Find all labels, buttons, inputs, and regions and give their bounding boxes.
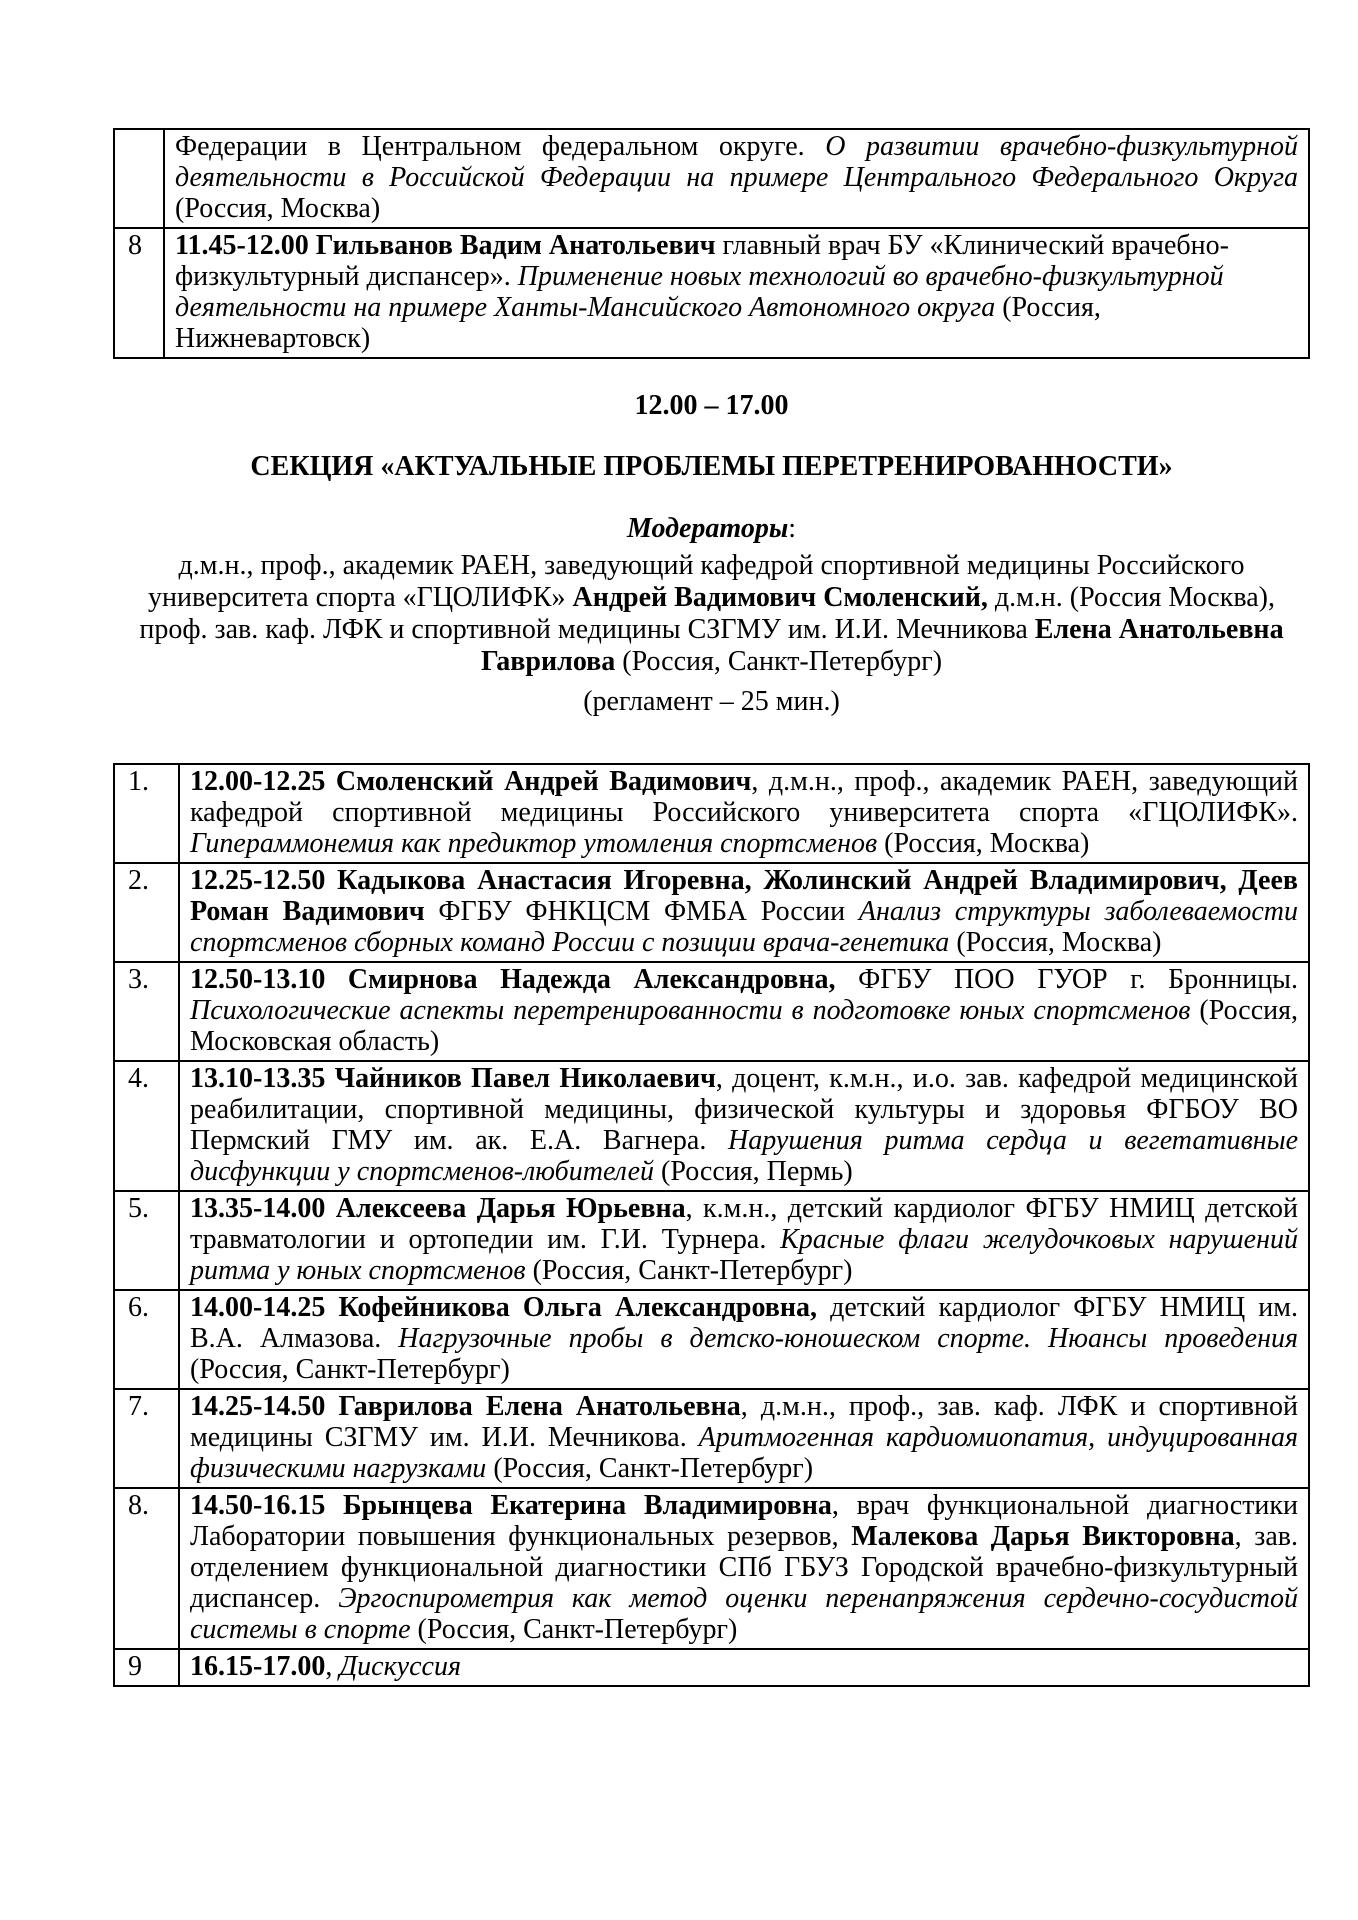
text-segment: (Россия, Нижневартовск) [175, 292, 1101, 354]
text-segment: ФГБУ ФНКЦСМ ФМБА России [424, 896, 859, 927]
text-segment: 12.25-12.50 Кадыкова Анастасия Игоревна, Жолинский Андрей Владимирович, Деев Роман Вадимович [190, 865, 1298, 927]
text-segment: (Россия, Москва) [949, 927, 1162, 958]
text-segment: , [325, 1651, 340, 1682]
text-segment: (Россия, Санкт-Петербург) [190, 1354, 510, 1385]
row-number-cell: 5. [114, 1191, 179, 1290]
text-segment: О развитии врачебно-физкультурной деятельности в Российской Федерации на примере Центрального Федерального Округа [175, 131, 1298, 193]
table-row [114, 1488, 1309, 1649]
text-segment: 12.50-13.10 Смирнова Надежда Александровна, [190, 964, 836, 995]
text-segment: Эргоспирометрия как метод оценки перенапряжения сердечно-сосудистой системы в спорте [190, 1583, 1298, 1645]
text-segment: Федерации в Центральном федеральном округе. [175, 131, 826, 162]
text-segment: (Россия, Москва) [877, 828, 1090, 859]
text-segment: (Россия, Санкт-Петербург) [615, 646, 943, 677]
time-limit-note: (регламент – 25 мин.) [583, 686, 840, 717]
text-segment: 14.50-16.15 Брынцева Екатерина Владимировна [190, 1490, 832, 1521]
text-segment: Гипераммонемия как предиктор утомления спортсменов [190, 828, 878, 859]
text-segment: , зав. отделением функциональной диагностики СПб ГБУЗ Городской врачебно-физкультурный диспансер. [190, 1521, 1298, 1614]
text-segment: , врач функциональной диагностики Лаборатории повышения функциональных резервов, [190, 1490, 1299, 1552]
text-segment: 13.35-14.00 Алексеева Дарья Юрьевна [190, 1193, 686, 1224]
text-segment: (Россия, Московская область) [190, 995, 1298, 1057]
row-content-cell [164, 129, 1309, 228]
row-content-cell [179, 1488, 1309, 1649]
table-row [114, 1191, 1309, 1290]
text-segment: детский кардиолог ФГБУ НМИЦ им. В.А. Алмазова. [190, 1292, 1299, 1354]
text-segment: 12.00-12.25 Смоленский Андрей Вадимович [190, 766, 752, 797]
text-segment: , доцент, к.м.н., и.о. зав. кафедрой медицинской реабилитации, спортивной медицины, физической культуры и здоровья ФГБОУ ВО Пермский ГМУ им. ак. Е.А. Вагнера. [190, 1063, 1299, 1156]
text-segment: Модераторы [626, 513, 789, 544]
text-segment: ФГБУ ПОО ГУОР г. Бронницы. [835, 964, 1298, 995]
moderators-label [113, 513, 1310, 545]
text-segment: (Россия, Санкт-Петербург) [410, 1614, 738, 1645]
table-row [114, 129, 1309, 228]
text-segment: , д.м.н., проф., академик РАЕН, заведующий кафедрой спортивной медицины Российского университета спорта «ГЦОЛИФК». [190, 766, 1298, 828]
text-segment: (Россия, Санкт-Петербург) [486, 1453, 814, 1484]
text-segment: Применение новых технологий во врачебно-физкультурной [517, 261, 1224, 292]
row-number-cell: 7. [114, 1389, 179, 1488]
text-segment: Андрей Вадимович Смоленский, [572, 582, 988, 613]
text-segment: главный врач БУ «Клинический врачебно- [715, 230, 1229, 261]
table-row [114, 962, 1309, 1061]
program-table-body [114, 764, 1309, 1686]
table-row [114, 1061, 1309, 1191]
text-segment: Аритмогенная кардиомиопатия, индуцированная физическими нагрузками [190, 1422, 1298, 1484]
text-segment: Анализ структуры заболеваемости спортсменов сборных команд России с позиции врача-генетика [190, 896, 1298, 958]
row-content-cell [179, 962, 1309, 1061]
continuation-table-body [114, 129, 1309, 358]
text-segment: 16.15-17.00 [190, 1651, 326, 1682]
text-segment: , д.м.н., проф., зав. каф. ЛФК и спортивной медицины СЗГМУ им. И.И. Мечникова. [190, 1391, 1298, 1453]
row-number-cell [114, 129, 164, 228]
row-number-cell: 9 [114, 1649, 179, 1686]
text-segment: 13.10-13.35 Чайников Павел Николаевич [190, 1063, 716, 1094]
section-title: СЕКЦИЯ «АКТУАЛЬНЫЕ ПРОБЛЕМЫ ПЕРЕТРЕНИРОВАННОСТИ» [250, 451, 1173, 482]
row-number-cell: 3. [114, 962, 179, 1061]
row-content-cell [179, 863, 1309, 962]
text-segment: Малекова Дарья Викторовна [851, 1521, 1235, 1552]
row-content-cell [179, 1649, 1309, 1686]
row-content-cell [179, 1290, 1309, 1389]
text-segment: деятельности на примере Ханты-Мансийского Автономного округа [175, 292, 996, 323]
continuation-table [113, 128, 1310, 359]
text-segment: (Россия, Санкт-Петербург) [525, 1255, 853, 1286]
text-segment: д.м.н. (Россия Москва), [987, 582, 1275, 613]
row-number-cell: 2. [114, 863, 179, 962]
table-row [114, 1649, 1309, 1686]
table-row [114, 863, 1309, 962]
table-row [114, 1290, 1309, 1389]
text-segment: 14.00-14.25 Кофейникова Ольга Александровна, [190, 1292, 818, 1323]
text-segment: д.м.н., проф., академик РАЕН, заведующий кафедрой спортивной медицины Российского [178, 550, 1245, 581]
text-segment: , к.м.н., детский кардиолог ФГБУ НМИЦ детской травматологии и ортопедии им. Г.И. Турнера. [190, 1193, 1298, 1255]
text-segment: Нагрузочные пробы в детско-юношеском спорте. Нюансы проведения [398, 1323, 1298, 1354]
row-number-cell: 1. [114, 764, 179, 863]
moderators-paragraph [113, 550, 1310, 678]
table-row [114, 764, 1309, 863]
text-segment: Красные флаги желудочковых нарушений ритма у юных спортсменов [190, 1224, 1298, 1286]
row-number-cell: 8. [114, 1488, 179, 1649]
row-number-cell: 6. [114, 1290, 179, 1389]
program-table [113, 763, 1310, 1687]
text-segment: проф. зав. каф. ЛФК и спортивной медицины СЗГМУ им. И.И. Мечникова [139, 614, 1035, 645]
row-content-cell [179, 1191, 1309, 1290]
row-content-cell [164, 228, 1309, 358]
table-row [114, 228, 1309, 358]
row-content-cell [179, 1389, 1309, 1488]
table-row [114, 1389, 1309, 1488]
session-time-range: 12.00 – 17.00 [634, 390, 789, 421]
row-number-cell: 4. [114, 1061, 179, 1191]
text-segment: Психологические аспекты перетренированности в подготовке юных спортсменов [190, 995, 1191, 1026]
row-content-cell [179, 1061, 1309, 1191]
text-segment: (Россия, Пермь) [654, 1156, 853, 1187]
text-segment: 14.25-14.50 Гаврилова Елена Анатольевна [190, 1391, 741, 1422]
text-segment: университета спорта «ГЦОЛИФК» [148, 582, 573, 613]
section-heading [113, 390, 1310, 718]
text-segment: Гаврилова [480, 646, 616, 677]
text-segment: 11.45-12.00 Гильванов Вадим Анатольевич [175, 230, 716, 261]
text-segment: Елена Анатольевна [1034, 614, 1284, 645]
row-number-cell: 8 [114, 228, 164, 358]
text-segment: физкультурный диспансер». [175, 261, 518, 292]
text-segment: Дискуссия [339, 1651, 461, 1682]
row-content-cell [179, 764, 1309, 863]
text-segment: : [788, 513, 797, 544]
text-segment: (Россия, Москва) [175, 193, 381, 224]
text-segment: Нарушения ритма сердца и вегетативные дисфункции у спортсменов-любителей [190, 1125, 1299, 1187]
